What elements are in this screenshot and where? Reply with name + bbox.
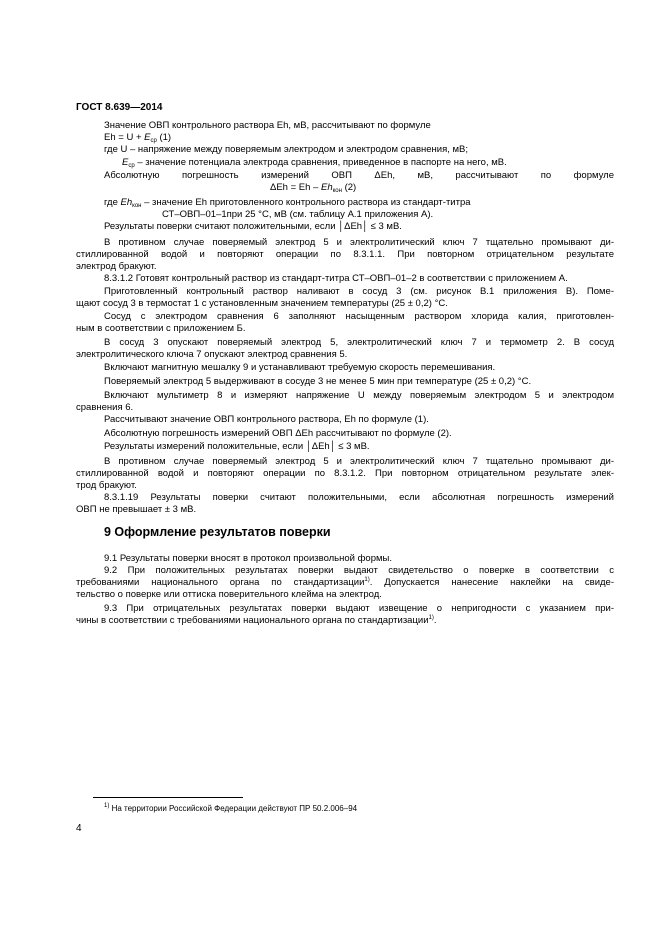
body-text-line: $Eh = U + E_{ср}$ (1) — [104, 132, 172, 144]
body-text-line: В противном случае поверяемый электрод 5 и электролитический ключ 7 тщательно промывают ди- — [104, 456, 614, 467]
body-text-line: стиллированной водой и повторяют операции по 8.3.1.2. При повторном отрицательном результате элек- — [76, 468, 614, 479]
body-text-line: Включают магнитную мешалку 9 и устанавливают требуемую скорость перемешивания. — [104, 362, 496, 373]
body-text-line: $E_{ср}$ – значение потенциала электрода сравнения, приведенное в паспорте на него, мВ. — [122, 157, 507, 169]
body-text-line: трод бракуют. — [76, 480, 137, 491]
footnote: $^{1)}$ На территории Российской Федерации действуют ПР 50.2.006–94 — [104, 803, 358, 813]
body-text-line: В противном случае поверяемый электрод 5 и электролитический ключ 7 тщательно промывают ди- — [104, 237, 614, 248]
footnote-separator — [93, 797, 243, 798]
body-text-line: Рассчитывают значение ОВП контрольного раствора, Eh по формуле (1). — [104, 414, 429, 425]
body-text-line: Абсолютную погрешность измерений ОВП ΔEh, мВ, рассчитывают по формуле — [104, 170, 614, 181]
section-9-text-line: требованиями национального органа по стандартизации$^{1)}$. Допускается нанесение наклейки на свиде- — [76, 577, 614, 588]
body-text-line: Включают мультиметр 8 и измеряют напряжение U между поверяемым электродом 5 и электродом — [104, 390, 614, 401]
body-text-line: Поверяемый электрод 5 выдерживают в сосуде 3 не менее 5 мин при температуре (25 ± 0,2) °С. — [104, 376, 532, 387]
body-text-line: Значение ОВП контрольного раствора Eh, мВ, рассчитывают по формуле — [104, 120, 431, 131]
body-text-line: 8.3.1.2 Готовят контрольный раствор из стандарт-титра СТ–ОВП–01–2 в соответствии с приложением А. — [104, 273, 568, 284]
section-9-text-line: 9.3 При отрицательных результатах поверки выдают извещение о непригодности с указанием при- — [104, 603, 614, 614]
body-text-line: ОВП не превышает ± 3 мВ. — [76, 504, 197, 515]
body-text-line: Приготовленный контрольный раствор наливают в сосуд 3 (см. рисунок В.1 приложения В). Поме- — [104, 286, 614, 297]
section-heading: 9 Оформление результатов поверки — [104, 525, 331, 539]
body-text-line: 8.3.1.19 Результаты поверки считают положительными, если абсолютная погрешность измерений — [104, 492, 614, 503]
section-9-text-line: 9.1 Результаты поверки вносят в протокол произвольной формы. — [104, 553, 392, 564]
body-text-line: СТ–ОВП–01–1при 25 °С, мВ (см. таблицу А.1 приложения А). — [162, 209, 434, 220]
body-text-line: щают сосуд 3 в термостат 1 с установленным значением температуры (25 ± 0,2) °С. — [76, 298, 448, 309]
page-number: 4 — [76, 823, 82, 834]
body-text-line: Абсолютную погрешность измерений ОВП ΔEh рассчитывают по формуле (2). — [104, 428, 452, 439]
section-9-text-line: 9.2 При положительных результатах поверки выдают свидетельство о поверке в соответствии с — [104, 565, 614, 576]
page-header: ГОСТ 8.639—2014 — [76, 102, 163, 113]
body-text-line: сравнения 6. — [76, 402, 134, 413]
body-text-line: ным в соответствии с приложением Б. — [76, 323, 246, 334]
section-9-text-line: тельство о поверке или оттиска поверительного клейма на электрод. — [76, 589, 382, 600]
body-text-line: Результаты измерений положительные, если │ΔEh│ ≤ 3 мВ. — [104, 441, 370, 452]
body-text-line: Результаты поверки считают положительными, если │ΔEh│ ≤ 3 мВ. — [104, 221, 402, 232]
body-text-line: где U – напряжение между поверяемым электродом и электродом сравнения, мВ; — [104, 144, 469, 155]
section-9-text-line: чины в соответствии с требованиями национального органа по стандартизации$^{1)}$. — [76, 615, 437, 626]
body-text-line: электролитического ключа 7 опускают электрод сравнения 5. — [76, 349, 348, 360]
body-text-line: где $Eh_{кон}$ – значение Eh приготовленного контрольного раствора из стандарт-титра — [104, 197, 471, 209]
body-text-line: стиллированной водой и повторяют операции по 8.3.1.1. При повторном отрицательном результате — [76, 249, 614, 260]
body-text-line: $\Delta Eh = Eh - Eh_{кон}$ (2) — [270, 182, 357, 194]
body-text-line: Сосуд с электродом сравнения 6 заполняют насыщенным раствором хлорида калия, приготовлен- — [104, 311, 614, 322]
body-text-line: В сосуд 3 опускают поверяемый электрод 5, электролитический ключ 7 и термометр 2. В сосуд — [104, 337, 614, 348]
body-text-line: электрод бракуют. — [76, 261, 157, 272]
